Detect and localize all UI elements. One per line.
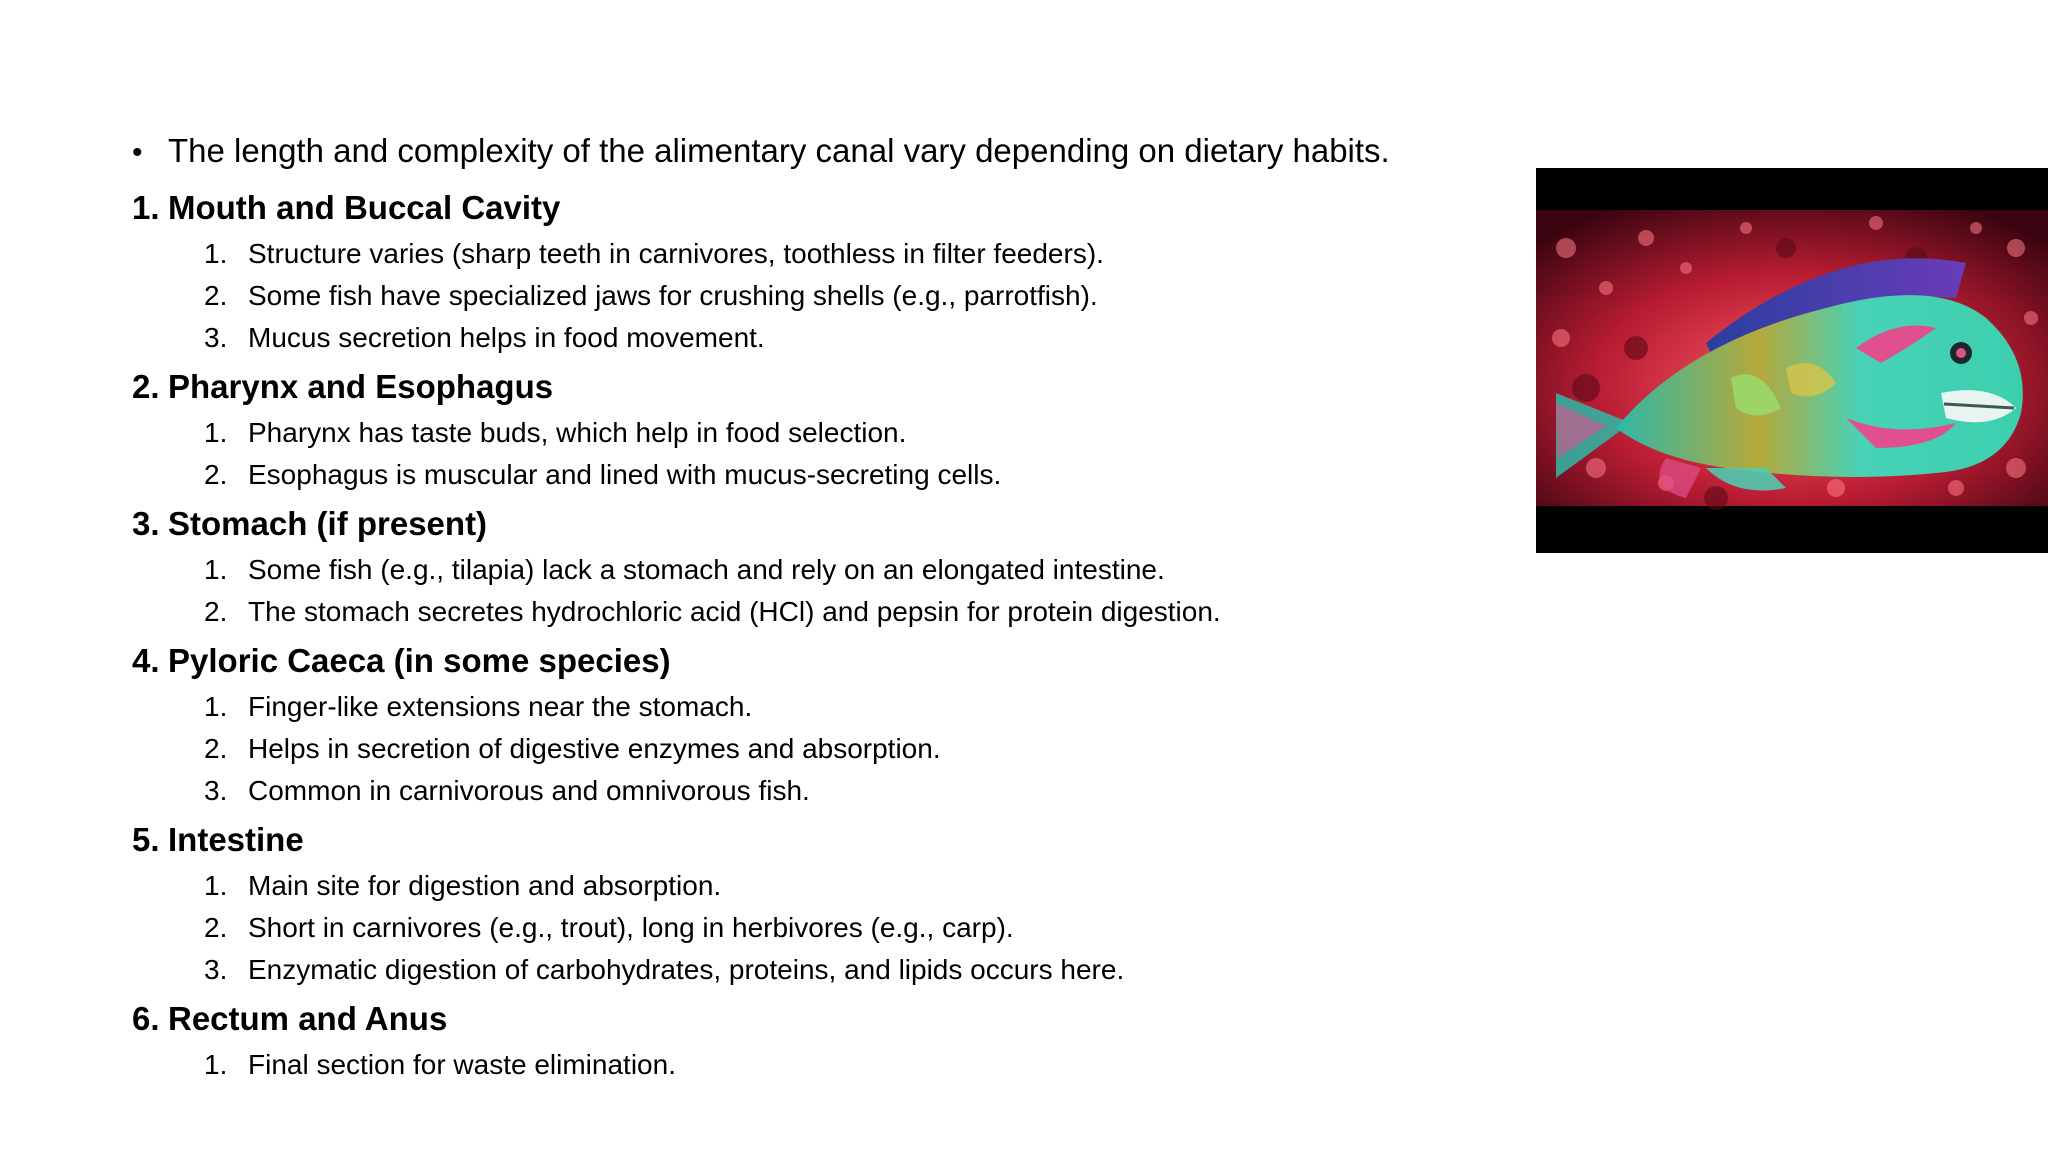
list-item-number: 3. — [204, 954, 228, 985]
list-item-text: Pharynx has taste buds, which help in food selection. — [248, 417, 907, 448]
section-heading — [132, 635, 1512, 686]
list-item — [132, 549, 1512, 591]
list-item — [132, 770, 1512, 812]
sections-list — [132, 182, 1512, 1086]
section-title: Pyloric Caeca (in some species) — [168, 642, 671, 679]
section-2 — [132, 361, 1512, 496]
list-item-text: Mucus secretion helps in food movement. — [248, 322, 765, 353]
list-item-number: 1. — [204, 691, 228, 722]
section-title: Stomach (if present) — [168, 505, 488, 542]
sub-item-list — [132, 865, 1512, 991]
parrotfish-image — [1536, 168, 2048, 553]
section-number: 4. — [132, 642, 160, 679]
list-item-text: Some fish have specialized jaws for crushing shells (e.g., parrotfish). — [248, 280, 1098, 311]
section-6 — [132, 993, 1512, 1086]
list-item — [132, 412, 1512, 454]
section-title: Mouth and Buccal Cavity — [168, 189, 561, 226]
list-item — [132, 275, 1512, 317]
section-title: Pharynx and Esophagus — [168, 368, 554, 405]
section-number: 3. — [132, 505, 160, 542]
section-heading — [132, 498, 1512, 549]
list-item — [132, 907, 1512, 949]
intro-text: The length and complexity of the alimentary canal vary depending on dietary habits. — [168, 132, 1390, 169]
bullet-icon: • — [132, 136, 143, 169]
list-item-text: Enzymatic digestion of carbohydrates, proteins, and lipids occurs here. — [248, 954, 1125, 985]
list-item-text: Common in carnivorous and omnivorous fish. — [248, 775, 810, 806]
sub-item-list — [132, 412, 1512, 496]
list-item-text: Short in carnivores (e.g., trout), long in herbivores (e.g., carp). — [248, 912, 1014, 943]
list-item — [132, 233, 1512, 275]
list-item-number: 2. — [204, 596, 228, 627]
list-item — [132, 454, 1512, 496]
list-item-number: 1. — [204, 1049, 228, 1080]
list-item-text: Helps in secretion of digestive enzymes and absorption. — [248, 733, 941, 764]
list-item-number: 2. — [204, 912, 228, 943]
list-item — [132, 1044, 1512, 1086]
section-5 — [132, 814, 1512, 991]
section-title: Intestine — [168, 821, 304, 858]
section-4 — [132, 635, 1512, 812]
list-item — [132, 949, 1512, 991]
list-item — [132, 865, 1512, 907]
section-number: 2. — [132, 368, 160, 405]
list-item — [132, 317, 1512, 359]
list-item-number: 2. — [204, 280, 228, 311]
list-item-number: 3. — [204, 775, 228, 806]
list-item-number: 2. — [204, 733, 228, 764]
list-item — [132, 686, 1512, 728]
sub-item-list — [132, 549, 1512, 633]
list-item — [132, 728, 1512, 770]
section-number: 6. — [132, 1000, 160, 1037]
sub-item-list — [132, 233, 1512, 359]
list-item — [132, 591, 1512, 633]
list-item-number: 1. — [204, 554, 228, 585]
section-3 — [132, 498, 1512, 633]
parrotfish-photo — [1536, 168, 2048, 553]
section-heading — [132, 182, 1512, 233]
sub-item-list — [132, 686, 1512, 812]
list-item-text: Esophagus is muscular and lined with mucus-secreting cells. — [248, 459, 1002, 490]
intro-bullet-point — [132, 124, 1512, 180]
section-number: 1. — [132, 189, 160, 226]
list-item-number: 3. — [204, 322, 228, 353]
list-item-text: Some fish (e.g., tilapia) lack a stomach and rely on an elongated intestine. — [248, 554, 1165, 585]
section-title: Rectum and Anus — [168, 1000, 448, 1037]
list-item-number: 1. — [204, 870, 228, 901]
list-item-text: The stomach secretes hydrochloric acid (HCl) and pepsin for protein digestion. — [248, 596, 1221, 627]
section-1 — [132, 182, 1512, 359]
sub-item-list — [132, 1044, 1512, 1086]
list-item-text: Final section for waste elimination. — [248, 1049, 676, 1080]
list-item-text: Finger-like extensions near the stomach. — [248, 691, 753, 722]
list-item-text: Structure varies (sharp teeth in carnivores, toothless in filter feeders). — [248, 238, 1104, 269]
section-heading — [132, 361, 1512, 412]
list-item-number: 1. — [204, 238, 228, 269]
list-item-number: 1. — [204, 417, 228, 448]
section-heading — [132, 814, 1512, 865]
list-item-text: Main site for digestion and absorption. — [248, 870, 722, 901]
list-item-number: 2. — [204, 459, 228, 490]
section-number: 5. — [132, 821, 160, 858]
slide-content — [132, 124, 1512, 1086]
section-heading — [132, 993, 1512, 1044]
